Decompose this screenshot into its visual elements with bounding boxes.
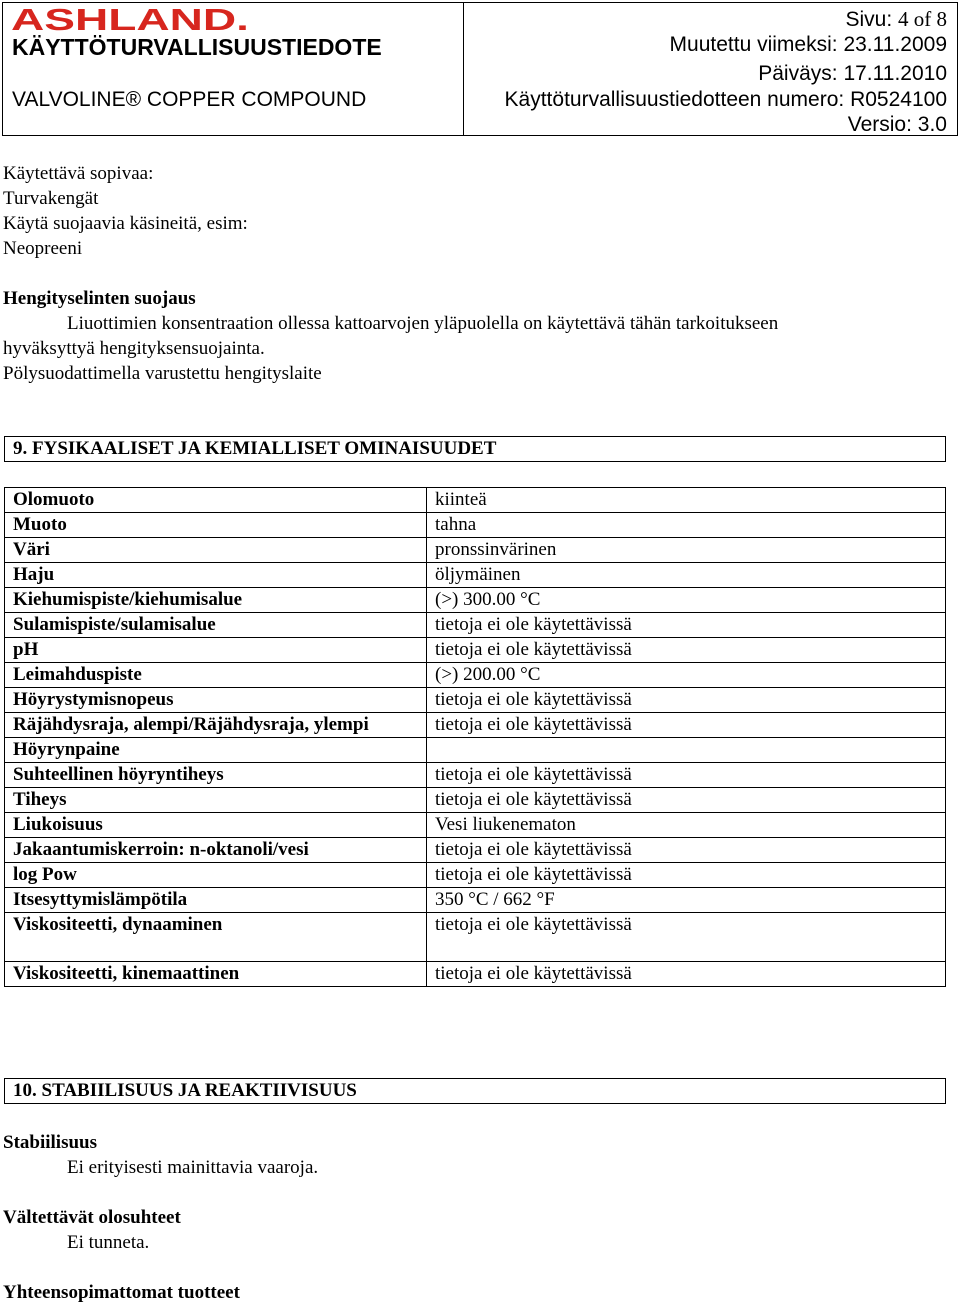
property-value: tietoja ei ole käytettävissä [427, 763, 946, 788]
version-label: Versio: [847, 113, 912, 136]
property-name: Höyrystymisnopeus [5, 688, 427, 713]
table-row [5, 663, 946, 688]
sds-number-value: R0524100 [850, 88, 947, 111]
table-row [5, 913, 946, 962]
property-name: Jakaantumiskerroin: n-oktanoli/vesi [5, 838, 427, 863]
property-name: Itsesyttymislämpötila [5, 888, 427, 913]
property-value: tietoja ei ole käytettävissä [427, 688, 946, 713]
property-name: Liukoisuus [5, 813, 427, 838]
section-9-title: 9. FYSIKAALISET JA KEMIALLISET OMINAISUUDET [13, 438, 497, 459]
table-row [5, 738, 946, 763]
page-label: Sivu: [845, 8, 893, 31]
property-value: Vesi liukenematon [427, 813, 946, 838]
property-value: tietoja ei ole käytettävissä [427, 962, 946, 987]
product-name: VALVOLINE® COPPER COMPOUND [12, 88, 367, 111]
table-row [5, 588, 946, 613]
property-name: Kiehumispiste/kiehumisalue [5, 588, 427, 613]
table-row [5, 788, 946, 813]
intro-line-4: Neopreeni [3, 238, 83, 259]
properties-table [4, 487, 946, 987]
version [848, 113, 947, 137]
doc-type-title: KÄYTTÖTURVALLISUUSTIEDOTE [12, 34, 382, 60]
revised-label: Muutettu viimeksi: [669, 33, 838, 56]
property-value: tietoja ei ole käytettävissä [427, 863, 946, 888]
table-row [5, 513, 946, 538]
intro-line-3: Käytä suojaavia käsineitä, esim: [3, 213, 248, 234]
intro-line-1: Käytettävä sopivaa: [3, 163, 154, 184]
table-row [5, 962, 946, 987]
header-divider [463, 3, 464, 135]
property-value: 350 °C / 662 °F [427, 888, 946, 913]
table-row [5, 713, 946, 738]
section-10-header [4, 1078, 946, 1104]
avoid-heading: Vältettävät olosuhteet [3, 1207, 181, 1228]
property-value [427, 738, 946, 763]
property-name: pH [5, 638, 427, 663]
version-value: 3.0 [917, 113, 947, 136]
table-row [5, 688, 946, 713]
property-value: (>) 200.00 °C [427, 663, 946, 688]
property-value: tietoja ei ole käytettävissä [427, 788, 946, 813]
table-row [5, 488, 946, 513]
property-name: Viskositeetti, kinemaattinen [5, 962, 427, 987]
section-9-header [4, 436, 946, 462]
property-name: Viskositeetti, dynaaminen [5, 913, 427, 962]
page-number [845, 7, 947, 32]
page-value: 4 of 8 [898, 7, 947, 31]
property-value: tahna [427, 513, 946, 538]
table-row [5, 638, 946, 663]
respiratory-line-1: Liuottimien konsentraation ollessa kattoarvojen yläpuolella on käytettävä tähän tarkoitukseen [67, 313, 779, 334]
property-name: Leimahduspiste [5, 663, 427, 688]
property-name: Räjähdysraja, alempi/Räjähdysraja, ylempi [5, 713, 427, 738]
property-name: Sulamispiste/sulamisalue [5, 613, 427, 638]
incompatible-heading: Yhteensopimattomat tuotteet [3, 1282, 240, 1303]
property-value: tietoja ei ole käytettävissä [427, 913, 946, 962]
table-row [5, 613, 946, 638]
property-name: log Pow [5, 863, 427, 888]
property-value: (>) 300.00 °C [427, 588, 946, 613]
respiratory-line-2: hyväksyttyä hengityksensuojainta. [3, 338, 265, 359]
stability-text: Ei erityisesti mainittavia vaaroja. [67, 1157, 319, 1178]
table-row [5, 863, 946, 888]
property-value: tietoja ei ole käytettävissä [427, 838, 946, 863]
table-row [5, 563, 946, 588]
property-name: Suhteellinen höyryntiheys [5, 763, 427, 788]
date-value: 17.11.2010 [843, 62, 947, 85]
table-row [5, 763, 946, 788]
revised-value: 23.11.2009 [843, 33, 947, 56]
sds-number-label: Käyttöturvallisuustiedotteen numero: [504, 88, 845, 111]
stability-heading: Stabiilisuus [3, 1132, 97, 1153]
section-10-title: 10. STABIILISUUS JA REAKTIIVISUUS [13, 1080, 357, 1101]
date-label: Päiväys: [758, 62, 838, 85]
document-header [2, 2, 958, 136]
intro-line-2: Turvakengät [3, 188, 99, 209]
property-value: öljymäinen [427, 563, 946, 588]
avoid-text: Ei tunneta. [67, 1232, 150, 1253]
property-name: Tiheys [5, 788, 427, 813]
property-name: Haju [5, 563, 427, 588]
property-name: Väri [5, 538, 427, 563]
property-value: kiinteä [427, 488, 946, 513]
property-value: tietoja ei ole käytettävissä [427, 638, 946, 663]
property-name: Olomuoto [5, 488, 427, 513]
property-name: Muoto [5, 513, 427, 538]
table-row [5, 538, 946, 563]
table-row [5, 813, 946, 838]
table-row [5, 888, 946, 913]
sds-number [505, 88, 947, 112]
table-row [5, 838, 946, 863]
respiratory-line-3: Pölysuodattimella varustettu hengityslaite [3, 363, 322, 384]
issue-date [758, 62, 947, 86]
ashland-logo [11, 3, 251, 33]
property-value: pronssinvärinen [427, 538, 946, 563]
property-value: tietoja ei ole käytettävissä [427, 713, 946, 738]
respiratory-heading: Hengityselinten suojaus [3, 288, 196, 309]
revised-date [670, 33, 947, 57]
logo-text: ASHLAND. [11, 3, 249, 33]
property-value: tietoja ei ole käytettävissä [427, 613, 946, 638]
property-name: Höyrynpaine [5, 738, 427, 763]
